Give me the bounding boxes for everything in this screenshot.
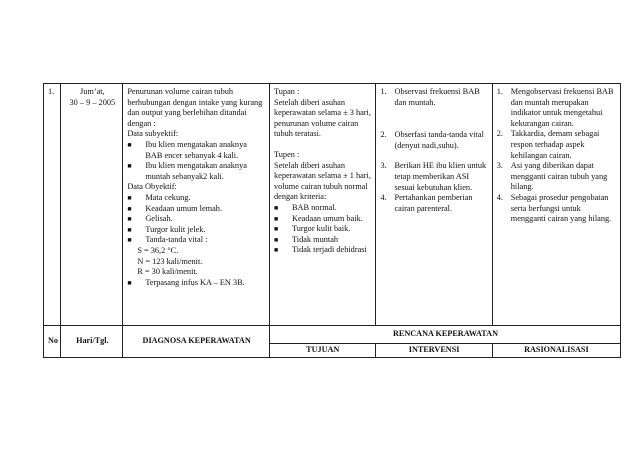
objective-item: ■ Turgor kulit jelek. <box>127 224 206 234</box>
criteria-item: ■ BAB normal. <box>274 202 337 212</box>
bullet-icon: ■ <box>274 214 279 223</box>
objective-item: ■ Keadaan umum lemah. <box>127 203 223 213</box>
header-diagnosis: DIAGNOSA KEPERAWATAN <box>123 326 270 358</box>
header-intervention: INTERVENSI <box>376 344 492 358</box>
header-no: No <box>44 326 61 358</box>
row-number <box>44 84 61 326</box>
objective-item: ■ Gelisah. <box>127 214 173 224</box>
header-date: Hari/Tgl. <box>61 326 123 358</box>
tupan-text: Setelah diberi asuhan keperawatan selama ± 3 hari, penurunan volume cairan tubuh teratasi. <box>274 97 371 139</box>
diagnosis-cell <box>123 84 270 326</box>
intervention-cell <box>376 84 492 326</box>
criteria-item: ■ Tidak terjadi dehidrasi <box>274 245 367 255</box>
objective-title: Data Obyektif: <box>127 182 177 192</box>
tupen-text: Setelah diberi asuhan keperawatan selama ± 1 hari, volume cairan tubuh normal dengan kriteria: <box>274 160 371 202</box>
subjective-item: ■ Ibu klien mengatakan anaknya BAB encer sebanyak 4 kali. <box>127 139 247 160</box>
header-rationale: RASIONALISASI <box>492 344 620 358</box>
bullet-icon: ■ <box>127 215 132 224</box>
subjective-item: ■ Ibu klien mengatakan anaknya muntah sebanyak2 kali. <box>127 161 247 181</box>
date-text: 30 – 9 – 2005 <box>69 97 116 107</box>
diagnosis-intro: Penurunan volume cairan tubuh berhubungan dengan intake yang kurang dan output yang berlebihan ditandai dengan : <box>127 87 263 128</box>
intervention-item: 4. Pertahankan pemberian cairan parenteral. <box>380 193 473 213</box>
rationale-cell <box>492 84 620 326</box>
subjective-title: Data subyektif: <box>127 129 179 139</box>
objective-item: ■ Tanda-tanda vital : <box>127 235 208 245</box>
bullet-icon: ■ <box>127 193 132 202</box>
vital-sign: N = 123 kali/menit. <box>137 256 203 266</box>
bullet-icon: ■ <box>127 225 132 234</box>
objective-item: ■ Mata cekung. <box>127 192 191 202</box>
day-text: Jum’at, <box>80 87 105 96</box>
header-row <box>44 326 621 344</box>
infus-item: ■ Terpasang infus KA – EN 3B. <box>127 277 245 287</box>
bullet-icon: ■ <box>127 162 132 171</box>
bullet-icon: ■ <box>274 246 279 255</box>
rationale-item: 1. Mengobservasi frekuensi BAB dan muntah merupakan indikator untuk mengetahui kekurangan cairan. <box>496 87 614 128</box>
row-number-text: 1. <box>48 87 55 96</box>
table-row <box>44 84 621 326</box>
nursing-care-table <box>43 83 621 358</box>
goal-cell <box>270 84 376 326</box>
rationale-item: 2. Takkardia, demam sebagai respon terhadap aspek kehilangan cairan. <box>496 129 600 160</box>
bullet-icon: ■ <box>274 225 279 234</box>
vital-sign: R = 30 kali/menit. <box>137 267 198 277</box>
rationale-item: 3. Asi yang diberikan dapat mengganti cairan tubuh yang hilang. <box>496 161 608 192</box>
bullet-icon: ■ <box>274 203 279 212</box>
tupan-title: Tupan : <box>274 87 300 96</box>
header-plan: RENCANA KEPERAWATAN <box>270 326 621 344</box>
criteria-item: ■ Turgor kulit baik. <box>274 224 351 234</box>
bullet-icon: ■ <box>127 204 132 213</box>
criteria-item: ■ Tidak muntah <box>274 234 339 244</box>
vital-sign: S = 36,2 °C. <box>137 245 179 255</box>
intervention-item: 2. Obserfasi tanda-tanda vital (denyut nadi,suhu). <box>380 130 484 150</box>
bullet-icon: ■ <box>127 140 132 149</box>
bullet-icon: ■ <box>274 235 279 244</box>
bullet-icon: ■ <box>127 278 132 287</box>
tupen-title: Tupen : <box>274 149 300 159</box>
criteria-item: ■ Keadaan umum baik. <box>274 213 363 223</box>
bullet-icon: ■ <box>127 236 132 245</box>
intervention-item: 1. Observasi frekuensi BAB dan muntah. <box>380 87 480 107</box>
header-goal: TUJUAN <box>270 344 376 358</box>
rationale-item: 4. Sebagai prosedur pengobatan serta berfungsi untuk mengganti cairan yang hilang. <box>496 192 612 224</box>
row-date <box>61 84 123 326</box>
intervention-item: 3. Berikan HE ibu klien untuk tetap memberikan ASI sesuai kebutuhan klien. <box>380 161 487 192</box>
